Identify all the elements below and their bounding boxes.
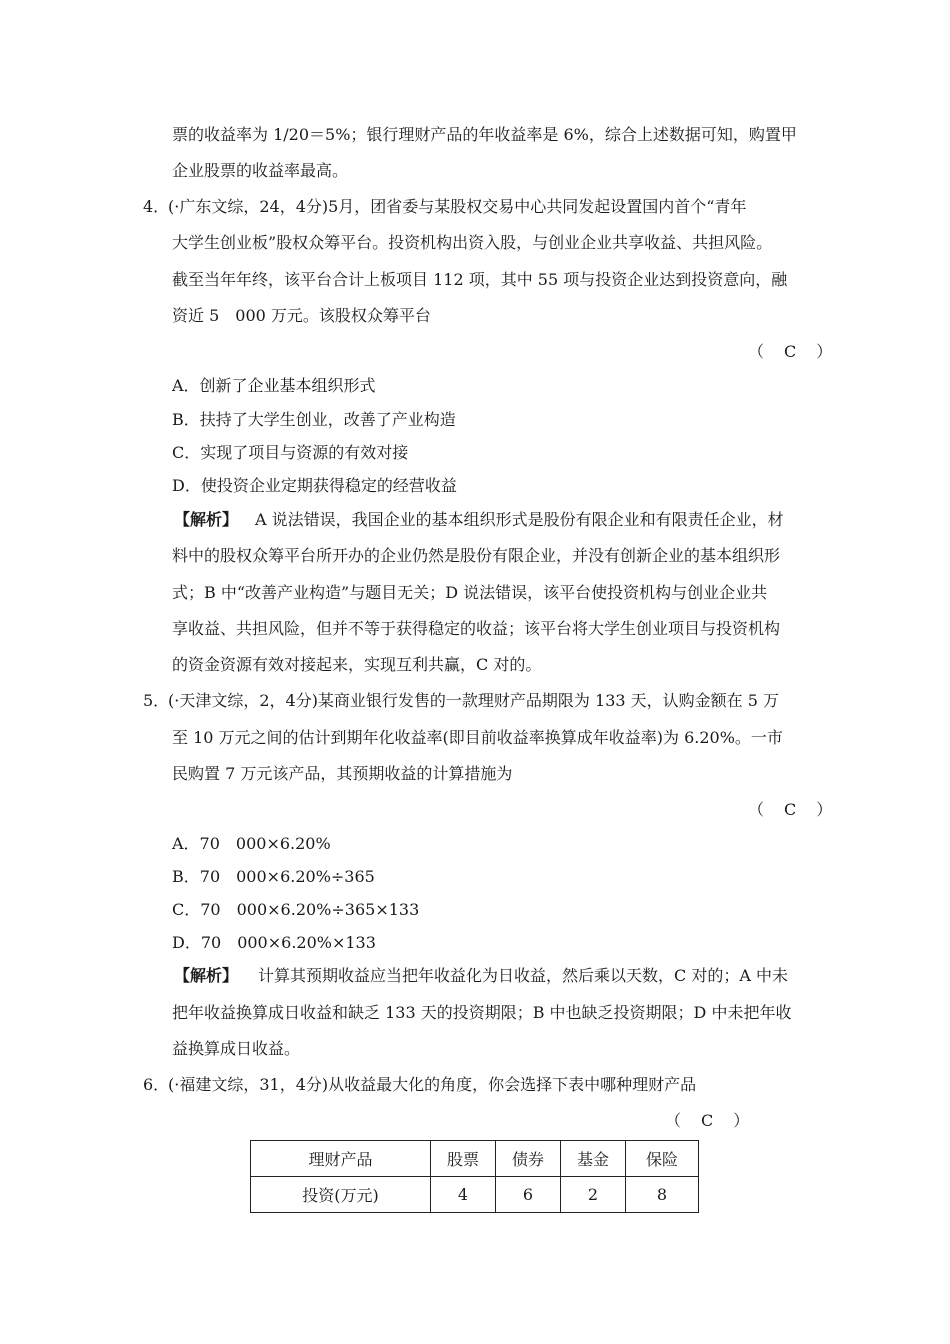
option-c: C．70 000×6.20%÷365×133 [172, 900, 420, 919]
table-row [251, 1177, 699, 1213]
analysis-text: A 说法错误，我国企业的基本组织形式是股份有限企业和有限责任企业，材 [255, 510, 784, 529]
text-line: 票的收益率为 1/20＝5%；银行理财产品的年收益率是 6%，综合上述数据可知，购置甲 [172, 125, 797, 144]
table-header-cell: 保险 [626, 1141, 699, 1177]
table-cell: 6 [496, 1177, 561, 1213]
analysis-text: 享收益、共担风险，但并不等于获得稳定的收益；该平台将大学生创业项目与投资机构 [172, 619, 781, 638]
question-text: (·天津文综，2，4分)某商业银行发售的一款理财产品期限为 133 天，认购金额在 5 万 [168, 691, 779, 710]
table-header-cell: 基金 [561, 1141, 626, 1177]
analysis-text: 料中的股权众筹平台所开办的企业仍然是股份有限企业，并没有创新企业的基本组织形 [172, 546, 781, 565]
question-text: 资近 5 000 万元。该股权众筹平台 [172, 306, 431, 325]
question-text: 至 10 万元之间的估计到期年化收益率(即目前收益率换算成年收益率)为 6.20%。一市 [172, 728, 783, 747]
product-table [250, 1140, 699, 1213]
text-line: 企业股票的收益率最高。 [172, 161, 349, 180]
table-header-cell: 债券 [496, 1141, 561, 1177]
question-number: 5． [143, 691, 170, 710]
option-d: D．使投资企业定期获得稳定的经营收益 [172, 476, 457, 495]
analysis-text: 把年收益换算成日收益和缺乏 133 天的投资期限；B 中也缺乏投资期限；D 中未把年收 [172, 1003, 792, 1022]
analysis-text: 式；B 中“改善产业构造”与题目无关；D 说法错误，该平台使投资机构与创业企业共 [172, 583, 768, 602]
answer-bracket: （ C ） [665, 1111, 752, 1130]
option-c: C．实现了项目与资源的有效对接 [172, 443, 409, 462]
answer-bracket: （ C ） [748, 800, 835, 819]
option-d: D．70 000×6.20%×133 [172, 933, 376, 952]
table-cell: 投资(万元) [251, 1177, 431, 1213]
analysis-text: 益换算成日收益。 [172, 1039, 301, 1058]
option-b: B．70 000×6.20%÷365 [172, 867, 375, 886]
analysis-label: 【解析】 [174, 510, 239, 529]
option-a: A．70 000×6.20% [172, 834, 331, 853]
question-text: 截至当年年终，该平台合计上板项目 112 项，其中 55 项与投资企业达到投资意向，融 [172, 270, 788, 289]
question-text: 民购置 7 万元该产品，其预期收益的计算措施为 [172, 764, 513, 783]
question-text: (·福建文综，31，4分)从收益最大化的角度，你会选择下表中哪种理财产品 [168, 1075, 697, 1094]
question-text: 大学生创业板”股权众筹平台。投资机构出资入股，与创业企业共享收益、共担风险。 [172, 233, 773, 252]
answer-bracket: （ C ） [748, 342, 835, 361]
table-cell: 4 [431, 1177, 496, 1213]
question-number: 4． [143, 197, 170, 216]
analysis-text: 的资金资源有效对接起来，实现互利共赢，C 对的。 [172, 655, 542, 674]
option-b: B．扶持了大学生创业，改善了产业构造 [172, 410, 456, 429]
option-a: A．创新了企业基本组织形式 [172, 376, 376, 395]
table-cell: 2 [561, 1177, 626, 1213]
analysis-label: 【解析】 [174, 966, 239, 985]
table-header-cell: 理财产品 [251, 1141, 431, 1177]
table-header-cell: 股票 [431, 1141, 496, 1177]
table-header-row [251, 1141, 699, 1177]
analysis-text: 计算其预期收益应当把年收益化为日收益，然后乘以天数，C 对的；A 中未 [258, 966, 788, 985]
question-text: (·广东文综，24，4分)5月，团省委与某股权交易中心共同发起设置国内首个“青年 [168, 197, 747, 216]
question-number: 6． [143, 1075, 170, 1094]
table-cell: 8 [626, 1177, 699, 1213]
